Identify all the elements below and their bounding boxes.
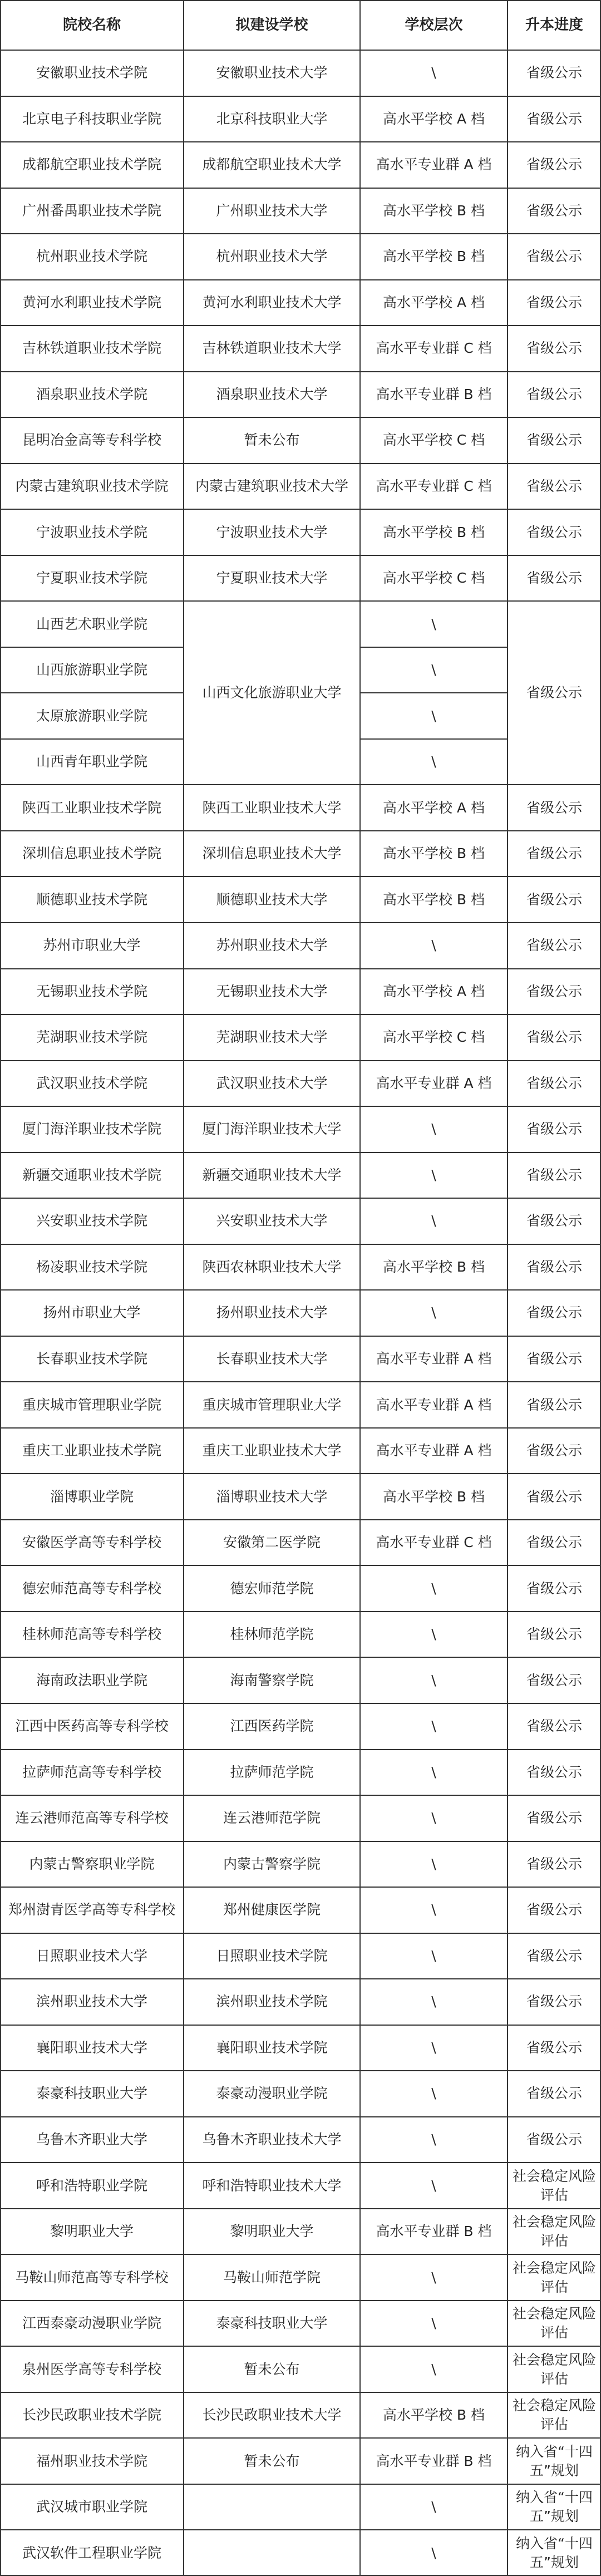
cell-planned-school: 连云港师范学院 [223,1810,321,1826]
row-divider [0,2392,601,2393]
cell-school-name: 吉林铁道职业技术学院 [22,340,161,357]
row-divider [360,692,508,693]
cell-planned-school: 酒泉职业技术大学 [216,386,328,402]
cell-planned-school: 顺德职业技术大学 [216,891,328,908]
row-divider [0,50,601,51]
cell-school-name: 芜湖职业技术学院 [36,1029,147,1046]
cell-school-level: 高水平学校 B 档 [382,1258,485,1275]
cell-planned-school: 暂未公布 [244,432,300,449]
cell-progress: 省级公示 [526,1075,582,1091]
cell-school-name: 桂林师范高等专科学校 [22,1626,161,1643]
cell-school-name: 德宏师范高等专科学校 [22,1580,161,1597]
cell-progress: 省级公示 [526,248,582,265]
cell-progress: 省级公示 [526,1029,582,1046]
row-divider [0,1198,601,1199]
row-divider [0,922,601,923]
cell-school-name: 太原旅游职业学院 [36,707,147,724]
cell-progress: 省级公示 [526,1672,582,1688]
cell-progress: 社会稳定风险评估 [512,2168,596,2203]
cell-school-level: 高水平专业群 B 档 [376,2223,492,2240]
row-divider [0,2484,601,2485]
cell-planned-school: 广州职业技术大学 [216,202,328,219]
row-divider [0,876,601,877]
cell-planned-school: 陕西农林职业技术大学 [202,1258,342,1275]
row-divider [0,1657,601,1658]
cell-planned-school: 苏州职业技术大学 [216,937,328,954]
row-divider [0,2254,601,2255]
row-divider [0,2070,601,2071]
cell-progress: 省级公示 [526,570,582,587]
cell-planned-school: 淄博职业技术大学 [216,1488,328,1505]
cell-planned-school: 日照职业技术学院 [216,1947,328,1964]
cell-school-name: 北京电子科技职业学院 [22,110,161,127]
cell-planned-school: 襄阳职业技术学院 [216,2039,328,2056]
cell-planned-school: 陕西工业职业技术大学 [202,799,342,816]
cell-school-name: 宁夏职业技术学院 [36,570,147,587]
cell-school-level: \ [431,2177,436,2194]
cell-school-name: 武汉职业技术学院 [36,1075,147,1091]
cell-progress: 省级公示 [526,1304,582,1321]
cell-school-name: 广州番禺职业技术学院 [22,202,161,219]
cell-school-level: 高水平学校 B 档 [382,524,485,540]
column-header-school-level: 学校层次 [405,17,463,33]
cell-planned-school [184,2530,360,2576]
cell-school-level: 高水平学校 A 档 [383,983,485,999]
row-divider [0,371,601,372]
cell-planned-school: 吉林铁道职业技术大学 [202,340,342,357]
cell-planned-school: 海南警察学院 [230,1672,314,1688]
cell-progress: 省级公示 [526,845,582,862]
cell-planned-school: 扬州职业技术大学 [216,1304,328,1321]
merged-cell-progress: 省级公示 [526,684,582,701]
row-divider [0,1336,601,1337]
cell-planned-school: 长春职业技术大学 [216,1351,328,1367]
cell-school-level: \ [431,1580,436,1597]
cell-progress: 省级公示 [526,156,582,173]
cell-progress: 省级公示 [526,1764,582,1780]
cell-planned-school: 滨州职业技术学院 [216,1993,328,2010]
cell-school-level: \ [431,1672,436,1688]
cell-school-level: 高水平学校 B 档 [382,202,485,219]
cell-progress: 省级公示 [526,1396,582,1413]
cell-planned-school: 宁波职业技术大学 [216,524,328,540]
cell-school-level: 高水平学校 B 档 [382,1488,485,1505]
cell-school-name: 江西中医药高等专科学校 [15,1718,169,1735]
row-divider [0,1749,601,1750]
cell-school-level: 高水平学校 B 档 [382,2407,485,2424]
cell-progress: 社会稳定风险评估 [512,2306,596,2341]
cell-school-name: 无锡职业技术学院 [36,983,147,999]
cell-school-name: 海南政法职业学院 [36,1672,147,1688]
cell-school-name: 昆明冶金高等专科学校 [22,432,161,449]
row-divider [0,1565,601,1566]
cell-school-name: 黄河水利职业技术学院 [22,294,161,311]
column-divider [0,0,1,2576]
cell-school-level: 高水平学校 B 档 [382,248,485,265]
cell-planned-school: 内蒙古警察学院 [223,1855,321,1872]
cell-progress: 省级公示 [526,2085,582,2102]
cell-school-level: 高水平专业群 B 档 [376,2452,492,2469]
cell-school-level: \ [431,1810,436,1826]
cell-progress: 省级公示 [526,1810,582,1826]
column-header-progress: 升本进度 [525,17,583,33]
row-divider [0,1244,601,1245]
cell-progress: 省级公示 [526,2039,582,2056]
cell-school-name: 重庆工业职业技术学院 [22,1442,161,1459]
cell-school-level: 高水平学校 C 档 [382,1029,485,1046]
cell-school-level: 高水平专业群 A 档 [376,1351,492,1367]
cell-planned-school: 暂未公布 [244,2452,300,2469]
cell-school-name: 重庆城市管理职业学院 [22,1396,161,1413]
cell-planned-school: 黄河水利职业技术大学 [202,294,342,311]
cell-school-name: 安徽医学高等专科学校 [22,1534,161,1551]
cell-school-level: \ [431,662,436,678]
cell-school-name: 马鞍山师范高等专科学校 [15,2269,169,2286]
cell-school-level: \ [431,2039,436,2056]
cell-planned-school: 无锡职业技术大学 [216,983,328,999]
cell-progress: 省级公示 [526,340,582,357]
cell-school-name: 杭州职业技术学院 [36,248,147,265]
row-divider [0,0,601,1]
cell-progress: 省级公示 [526,891,582,908]
cell-progress: 省级公示 [526,1993,582,2010]
cell-planned-school: 黎明职业大学 [230,2223,314,2240]
row-divider [0,1519,601,1520]
cell-planned-school: 暂未公布 [244,2361,300,2377]
cell-planned-school: 内蒙古建筑职业技术大学 [195,477,348,494]
cell-progress: 省级公示 [526,386,582,402]
row-divider [0,600,601,602]
cell-school-name: 内蒙古建筑职业技术学院 [15,477,169,494]
cell-school-level: \ [431,2269,436,2286]
cell-school-name: 长春职业技术学院 [36,1351,147,1367]
cell-school-level: \ [431,1855,436,1872]
column-header-school-name: 院校名称 [62,17,121,33]
cell-school-level: \ [431,1902,436,1918]
cell-school-level: \ [431,753,436,770]
cell-progress: 省级公示 [526,524,582,540]
cell-school-name: 新疆交通职业技术学院 [22,1166,161,1183]
cell-planned-school: 乌鲁木齐职业技术大学 [202,2131,342,2148]
cell-school-level: \ [431,2131,436,2148]
cell-school-name: 黎明职业大学 [50,2223,134,2240]
merged-cell-planned-school: 山西文化旅游职业大学 [202,684,342,701]
row-divider [0,2346,601,2347]
cell-school-name: 拉萨师范高等专科学校 [22,1764,161,1780]
cell-school-name: 内蒙古警察职业学院 [29,1855,155,1872]
cell-progress: 省级公示 [526,1351,582,1367]
row-divider [0,188,601,189]
row-divider [360,738,508,740]
row-divider [0,1841,601,1842]
cell-school-name: 武汉软件工程职业学院 [22,2544,161,2561]
cell-school-name: 扬州市职业大学 [43,1304,141,1321]
cell-school-name: 兴安职业技术学院 [36,1213,147,1229]
column-divider [183,0,184,2576]
cell-school-level: \ [431,1993,436,2010]
row-divider [0,1978,601,1979]
cell-planned-school: 芜湖职业技术大学 [216,1029,328,1046]
cell-school-name: 日照职业技术大学 [36,1947,147,1964]
cell-school-level: \ [431,615,436,632]
cell-planned-school: 长沙民政职业技术大学 [202,2407,342,2424]
row-divider [0,2025,601,2026]
cell-progress: 省级公示 [526,477,582,494]
cell-school-level: 高水平学校 A 档 [383,294,485,311]
cell-school-level: \ [431,1304,436,1321]
row-divider [0,738,184,740]
cell-school-name: 深圳信息职业技术学院 [22,845,161,862]
column-divider [359,0,361,2576]
cell-progress: 省级公示 [526,1488,582,1505]
cell-school-level: \ [431,1764,436,1780]
cell-school-name: 乌鲁木齐职业大学 [36,2131,147,2148]
cell-planned-school: 江西医药学院 [230,1718,314,1735]
cell-planned-school: 新疆交通职业技术大学 [202,1166,342,1183]
cell-school-name: 滨州职业技术大学 [36,1993,147,2010]
cell-progress: 省级公示 [526,1718,582,1735]
cell-school-level: \ [431,1718,436,1735]
cell-school-level: 高水平专业群 B 档 [376,386,492,402]
cell-school-level: \ [431,1121,436,1137]
cell-progress: 社会稳定风险评估 [512,2259,596,2295]
cell-school-level: 高水平专业群 C 档 [376,340,492,357]
row-divider [0,692,184,693]
cell-planned-school: 兴安职业技术大学 [216,1213,328,1229]
column-divider [507,0,508,2576]
cell-progress: 省级公示 [526,1947,582,1964]
cell-school-name: 泰豪科技职业大学 [36,2085,147,2102]
cell-progress: 纳入省“十四五”规划 [516,2443,593,2479]
row-divider [0,141,601,142]
cell-school-name: 襄阳职业技术大学 [36,2039,147,2056]
cell-planned-school: 宁夏职业技术大学 [216,570,328,587]
cell-school-level: 高水平学校 C 档 [382,570,485,587]
cell-school-level: 高水平学校 B 档 [382,845,485,862]
cell-planned-school: 呼和浩特职业技术大学 [202,2177,342,2194]
cell-planned-school: 北京科技职业大学 [216,110,328,127]
cell-school-level: \ [431,2499,436,2515]
cell-progress: 省级公示 [526,1258,582,1275]
cell-planned-school: 重庆工业职业技术大学 [202,1442,342,1459]
cell-school-level: 高水平专业群 A 档 [376,156,492,173]
row-divider [0,2116,601,2117]
cell-school-name: 陕西工业职业技术学院 [22,799,161,816]
cell-progress: 省级公示 [526,1902,582,1918]
cell-planned-school: 成都航空职业技术大学 [202,156,342,173]
row-divider [0,830,601,831]
cell-planned-school: 安徽第二医学院 [223,1534,321,1551]
row-divider [0,1289,601,1291]
row-divider [0,784,601,785]
cell-school-name: 呼和浩特职业学院 [36,2177,147,2194]
cell-progress: 省级公示 [526,202,582,219]
cell-school-name: 淄博职业学院 [50,1488,134,1505]
cell-planned-school: 深圳信息职业技术大学 [202,845,342,862]
cell-school-level: \ [431,65,436,81]
cell-school-name: 福州职业技术学院 [36,2452,147,2469]
cell-planned-school: 泰豪动漫职业学院 [216,2085,328,2102]
cell-progress: 省级公示 [526,1213,582,1229]
cell-school-level: \ [431,2544,436,2561]
column-header-planned-school: 拟建设学校 [235,17,308,33]
cell-progress: 省级公示 [526,1626,582,1643]
cell-planned-school: 桂林师范学院 [230,1626,314,1643]
cell-school-level: 高水平学校 C 档 [382,432,485,449]
cell-progress: 省级公示 [526,1580,582,1597]
row-divider [0,509,601,510]
row-divider [0,2529,601,2530]
cell-school-name: 宁波职业技术学院 [36,524,147,540]
cell-progress: 省级公示 [526,294,582,311]
cell-school-name: 长沙民政职业技术学院 [22,2407,161,2424]
cell-school-name: 郑州澍青医学高等专科学校 [8,1902,175,1918]
cell-school-level: 高水平学校 A 档 [383,799,485,816]
cell-school-name: 山西青年职业学院 [36,753,147,770]
cell-school-name: 成都航空职业技术学院 [22,156,161,173]
cell-planned-school: 泰豪科技职业大学 [216,2315,328,2332]
row-divider [0,1795,601,1796]
cell-school-name: 杨凌职业技术学院 [36,1258,147,1275]
row-divider [0,1933,601,1934]
cell-school-level: 高水平专业群 C 档 [376,1534,492,1551]
cell-progress: 省级公示 [526,432,582,449]
cell-progress: 省级公示 [526,799,582,816]
row-divider [0,555,601,556]
cell-progress: 社会稳定风险评估 [512,2214,596,2249]
cell-school-name: 苏州市职业大学 [43,937,141,954]
cell-school-level: \ [431,2361,436,2377]
cell-planned-school: 拉萨师范学院 [230,1764,314,1780]
cell-progress: 省级公示 [526,1534,582,1551]
cell-planned-school: 安徽职业技术大学 [216,65,328,81]
cell-planned-school [184,2484,360,2530]
row-divider [0,2208,601,2209]
cell-school-level: \ [431,1166,436,1183]
cell-progress: 省级公示 [526,1121,582,1137]
cell-school-level: 高水平专业群 A 档 [376,1396,492,1413]
cell-planned-school: 马鞍山师范学院 [223,2269,321,2286]
cell-progress: 省级公示 [526,65,582,81]
cell-school-level: 高水平学校 B 档 [382,891,485,908]
cell-planned-school: 德宏师范学院 [230,1580,314,1597]
row-divider [0,1473,601,1474]
row-divider [0,463,601,464]
cell-school-level: \ [431,1213,436,1229]
row-divider [0,1611,601,1612]
row-divider [0,233,601,234]
row-divider [0,417,601,418]
cell-progress: 省级公示 [526,937,582,954]
cell-progress: 省级公示 [526,2131,582,2148]
row-divider [0,96,601,97]
cell-progress: 省级公示 [526,110,582,127]
row-divider [0,1703,601,1704]
row-divider [0,647,184,648]
cell-progress: 纳入省“十四五”规划 [516,2535,593,2570]
row-divider [0,279,601,280]
cell-school-level: \ [431,2315,436,2332]
cell-planned-school: 重庆城市管理职业大学 [202,1396,342,1413]
row-divider [360,647,508,648]
cell-progress: 省级公示 [526,983,582,999]
cell-school-name: 武汉城市职业学院 [36,2499,147,2515]
cell-planned-school: 厦门海洋职业技术大学 [202,1121,342,1137]
cell-progress: 社会稳定风险评估 [512,2397,596,2433]
row-divider [0,325,601,326]
row-divider [0,1887,601,1888]
row-divider [0,1427,601,1429]
cell-school-level: \ [431,707,436,724]
cell-progress: 省级公示 [526,1166,582,1183]
cell-school-level: \ [431,2085,436,2102]
row-divider [0,2437,601,2439]
row-divider [0,1060,601,1061]
cell-school-level: \ [431,1626,436,1643]
cell-school-level: 高水平学校 A 档 [383,110,485,127]
cell-school-level: 高水平专业群 A 档 [376,1075,492,1091]
cell-progress: 省级公示 [526,1855,582,1872]
cell-school-level: 高水平专业群 C 档 [376,477,492,494]
cell-planned-school: 武汉职业技术大学 [216,1075,328,1091]
cell-planned-school: 郑州健康医学院 [223,1902,321,1918]
row-divider [0,2162,601,2163]
cell-progress: 纳入省“十四五”规划 [516,2489,593,2525]
cell-school-level: \ [431,937,436,954]
row-divider [0,1106,601,1107]
row-divider [0,2300,601,2301]
cell-progress: 省级公示 [526,1442,582,1459]
cell-school-level: \ [431,1947,436,1964]
cell-school-name: 连云港师范高等专科学校 [15,1810,169,1826]
cell-school-name: 厦门海洋职业技术学院 [22,1121,161,1137]
cell-school-name: 顺德职业技术学院 [36,891,147,908]
cell-school-name: 山西旅游职业学院 [36,662,147,678]
row-divider [0,1381,601,1382]
cell-school-name: 酒泉职业技术学院 [36,386,147,402]
row-divider [0,968,601,969]
cell-school-name: 山西艺术职业学院 [36,615,147,632]
cell-school-name: 安徽职业技术学院 [36,65,147,81]
row-divider [0,1014,601,1015]
cell-planned-school: 杭州职业技术大学 [216,248,328,265]
cell-school-name: 江西泰豪动漫职业学院 [22,2315,161,2332]
cell-school-level: 高水平专业群 A 档 [376,1442,492,1459]
cell-school-name: 泉州医学高等专科学校 [22,2361,161,2377]
cell-progress: 社会稳定风险评估 [512,2351,596,2387]
row-divider [0,1152,601,1153]
